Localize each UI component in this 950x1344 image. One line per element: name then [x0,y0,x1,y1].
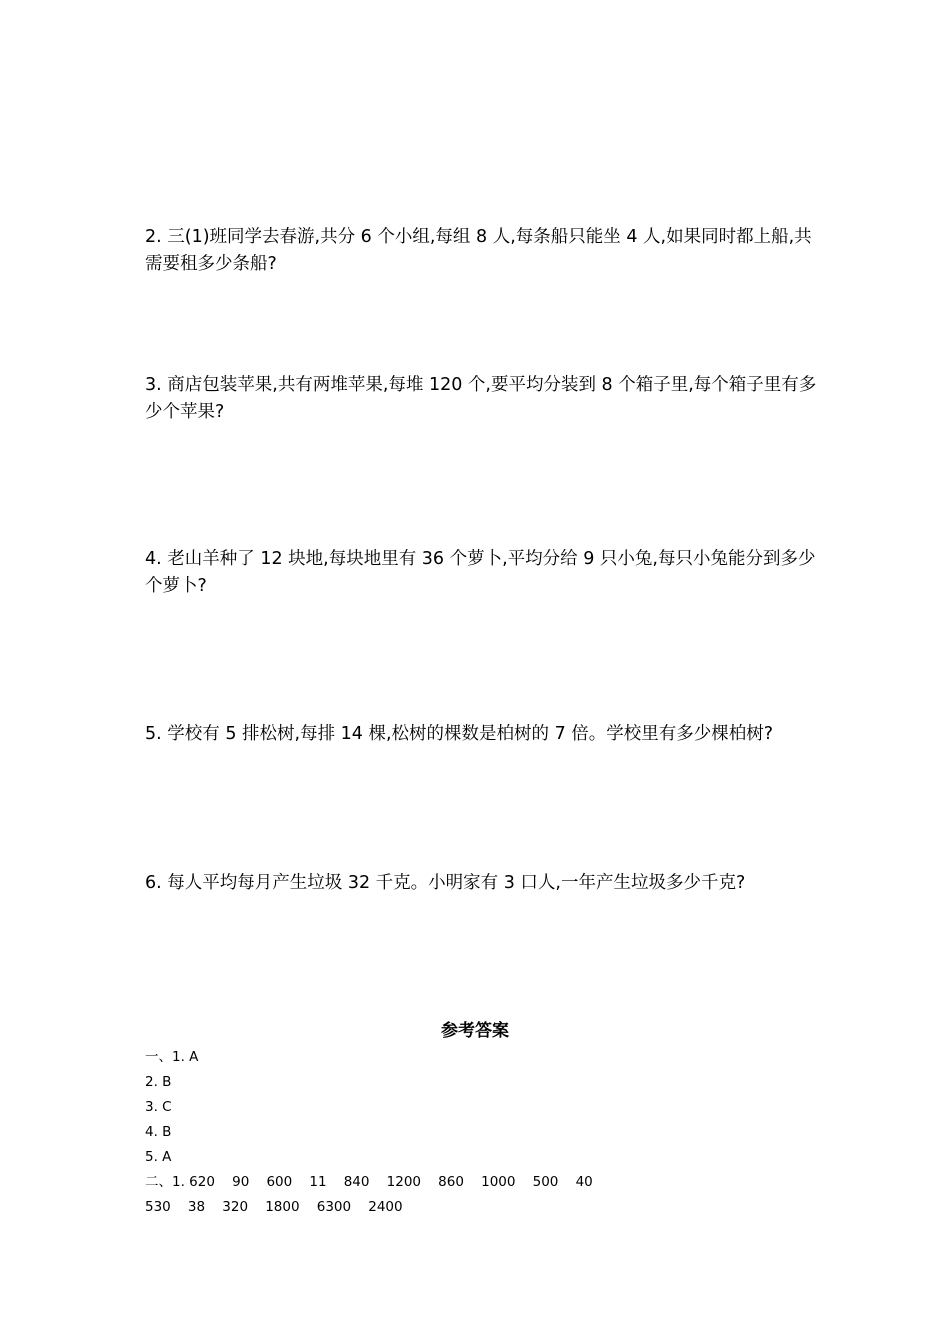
answers-title: 参考答案 [441,1021,509,1041]
answer-line: 3. C [145,1099,172,1115]
question-4: 4. 老山羊种了 12 块地,每块地里有 36 个萝卜,平均分给 9 只小兔,每只小兔能分到多少个萝卜? [145,549,816,596]
question-6: 6. 每人平均每月产生垃圾 32 千克。小明家有 3 口人,一年产生垃圾多少千克? [145,873,746,893]
answer-line: 530 38 320 1800 6300 2400 [145,1199,403,1215]
question-5: 5. 学校有 5 排松树,每排 14 棵,松树的棵数是柏树的 7 倍。学校里有多少棵柏树? [145,724,774,744]
question-3: 3. 商店包装苹果,共有两堆苹果,每堆 120 个,要平均分装到 8 个箱子里,每个箱子里有多少个苹果? [145,375,817,422]
answer-line: 一、1. A [145,1049,199,1065]
answer-line: 4. B [145,1124,172,1140]
answer-line: 2. B [145,1074,172,1090]
question-2: 2. 三(1)班同学去春游,共分 6 个小组,每组 8 人,每条船只能坐 4 人,如果同时都上船,共需要租多少条船? [145,227,812,274]
answer-line: 二、1. 620 90 600 11 840 1200 860 1000 500 40 [145,1174,593,1190]
answer-line: 5. A [145,1149,172,1165]
